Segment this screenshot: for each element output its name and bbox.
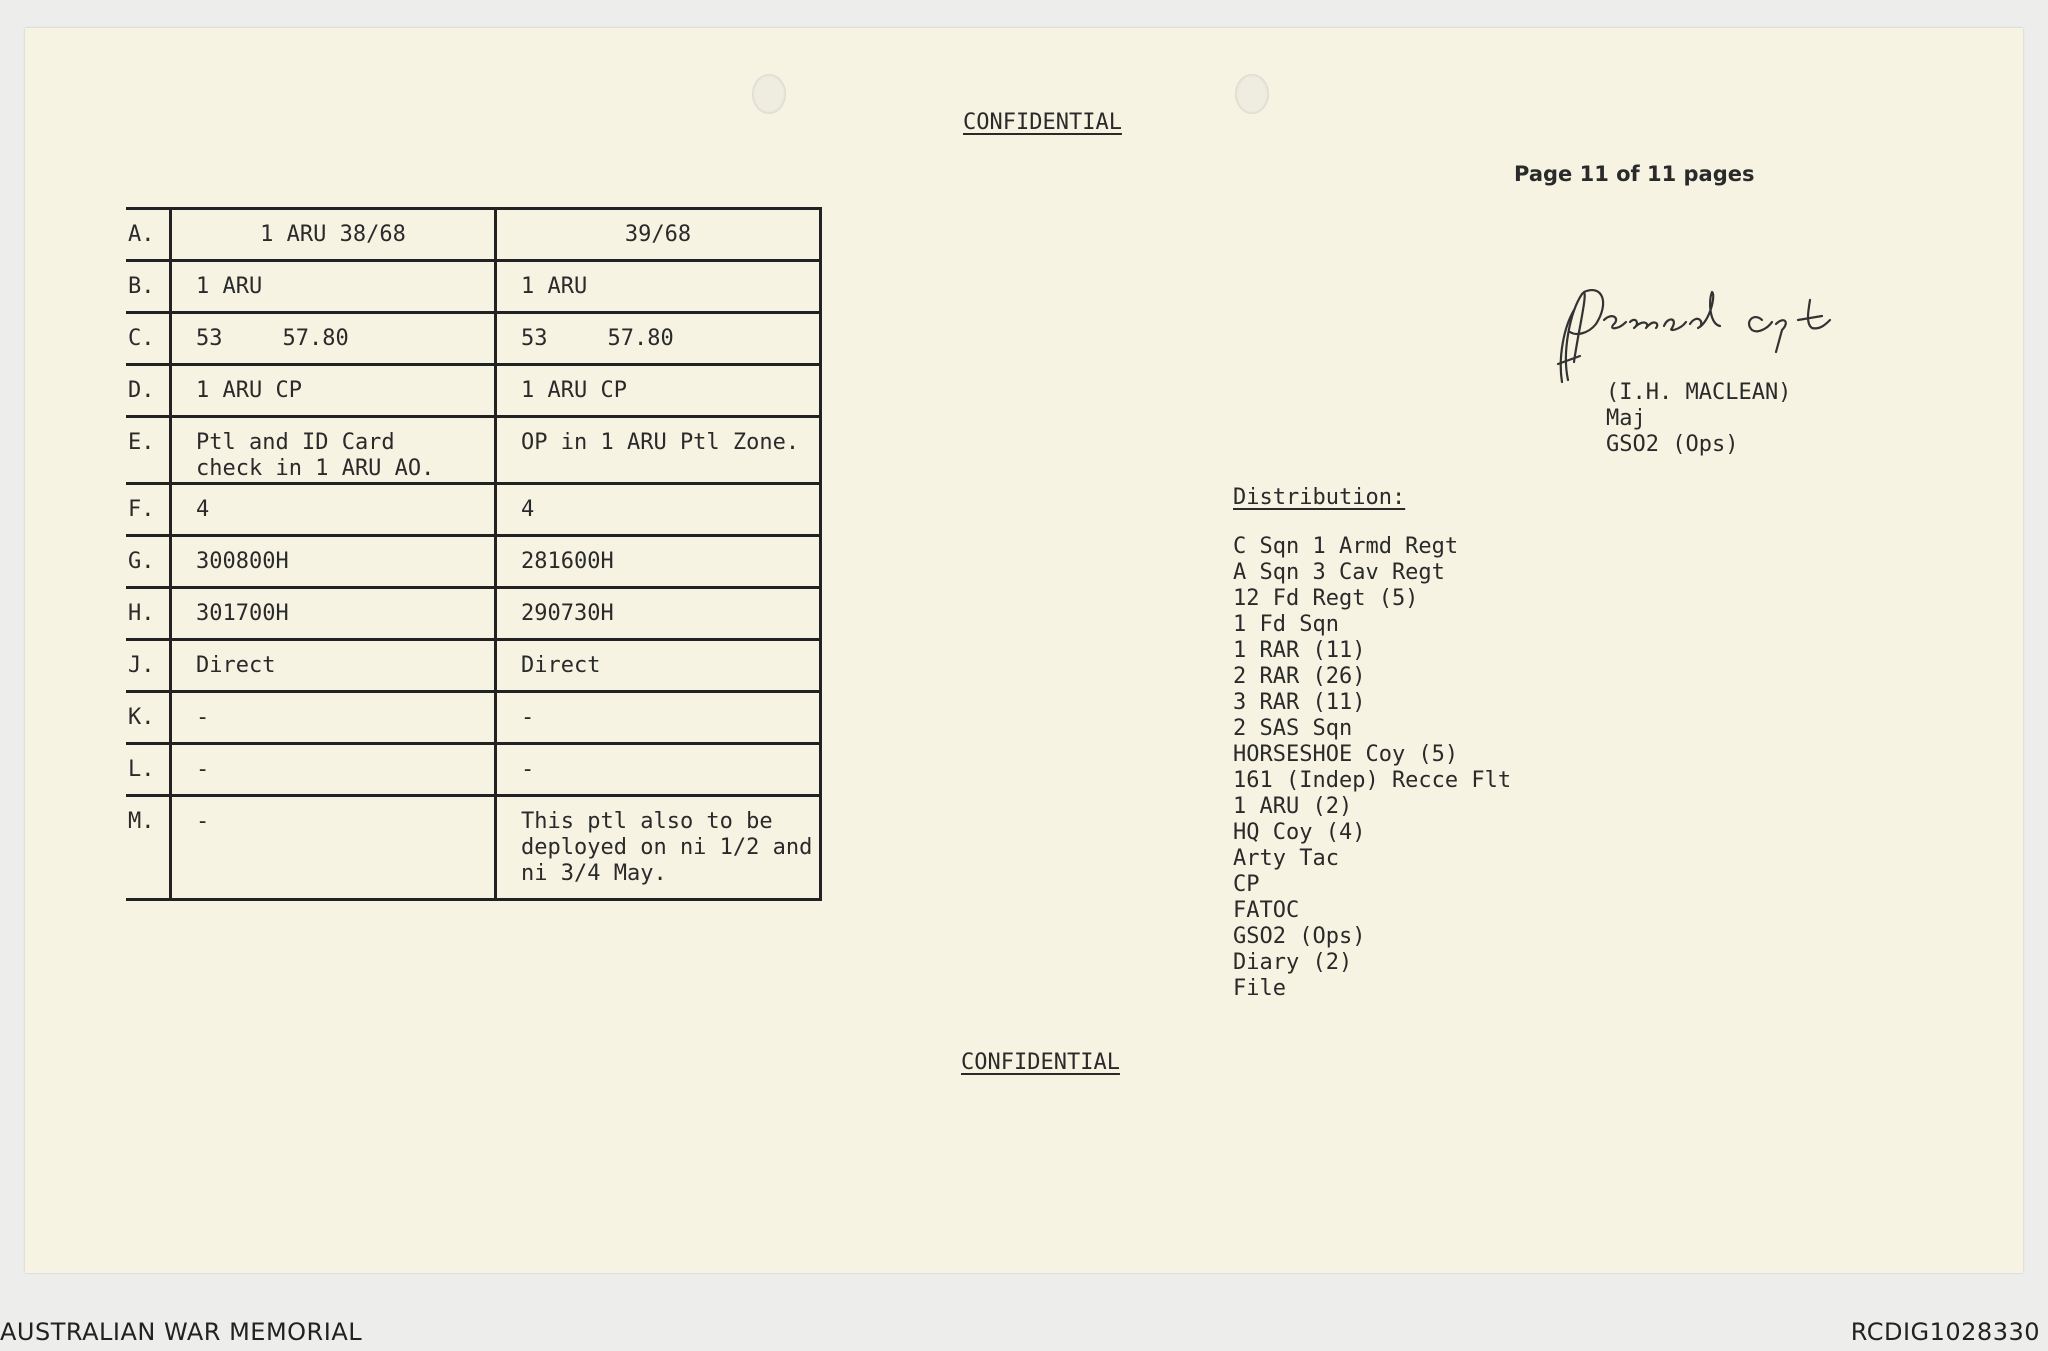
row-label: D. bbox=[126, 365, 171, 417]
list-item: 12 Fd Regt (5) bbox=[1233, 586, 1419, 611]
archive-id: RCDIG1028330 bbox=[1850, 1318, 2040, 1346]
list-item: File bbox=[1233, 976, 1286, 1001]
list-item: C Sqn 1 Armd Regt bbox=[1233, 534, 1459, 559]
list-item: 2 SAS Sqn bbox=[1233, 716, 1353, 741]
list-item: 1 RAR (11) bbox=[1233, 638, 1366, 663]
archive-label: AUSTRALIAN WAR MEMORIAL bbox=[0, 1318, 363, 1346]
table-row bbox=[126, 209, 821, 261]
grid-northing: 57.80 bbox=[282, 326, 349, 351]
cell: Direct bbox=[171, 640, 496, 692]
cell: 4 bbox=[171, 484, 496, 536]
cell: 39/68 bbox=[496, 209, 821, 261]
cell: - bbox=[496, 692, 821, 744]
list-item: Arty Tac bbox=[1233, 846, 1339, 871]
cell: 1 ARU bbox=[496, 261, 821, 313]
cell: 1 ARU bbox=[171, 261, 496, 313]
list-item: CP bbox=[1233, 872, 1260, 897]
classification-top: CONFIDENTIAL bbox=[963, 110, 1122, 135]
cell: This ptl also to be deployed on ni 1/2 and ni 3/4 May. bbox=[496, 796, 821, 900]
signatory-name: (I.H. MACLEAN) bbox=[1606, 380, 1792, 405]
row-label: M. bbox=[126, 796, 171, 900]
table-row bbox=[126, 365, 821, 417]
handwritten-signature bbox=[1540, 272, 1890, 392]
list-item: 3 RAR (11) bbox=[1233, 690, 1366, 715]
row-label: H. bbox=[126, 588, 171, 640]
list-item: 2 RAR (26) bbox=[1233, 664, 1366, 689]
cell: Ptl and ID Card check in 1 ARU AO. bbox=[171, 417, 496, 484]
table-row bbox=[126, 417, 821, 484]
cell: 4 bbox=[496, 484, 821, 536]
table-row bbox=[126, 640, 821, 692]
row-label: J. bbox=[126, 640, 171, 692]
table-row bbox=[126, 484, 821, 536]
cell: OP in 1 ARU Ptl Zone. bbox=[496, 417, 821, 484]
cell: 281600H bbox=[496, 536, 821, 588]
punch-hole-right bbox=[1235, 74, 1269, 114]
grid-northing: 57.80 bbox=[607, 326, 674, 351]
distribution-heading: Distribution: bbox=[1233, 485, 1406, 510]
table-row bbox=[126, 588, 821, 640]
cell: 290730H bbox=[496, 588, 821, 640]
list-item: 1 Fd Sqn bbox=[1233, 612, 1339, 637]
cell: 300800H bbox=[171, 536, 496, 588]
cell: 1 ARU 38/68 bbox=[171, 209, 496, 261]
cell: - bbox=[171, 796, 496, 900]
list-item: HORSESHOE Coy (5) bbox=[1233, 742, 1459, 767]
list-item: HQ Coy (4) bbox=[1233, 820, 1366, 845]
row-label: K. bbox=[126, 692, 171, 744]
page-info: Page 11 of 11 pages bbox=[1514, 162, 1755, 186]
cell: - bbox=[496, 744, 821, 796]
table-row bbox=[126, 313, 821, 365]
row-label: E. bbox=[126, 417, 171, 484]
cell: Direct bbox=[496, 640, 821, 692]
signatory-rank: Maj bbox=[1606, 406, 1646, 431]
row-label: A. bbox=[126, 209, 171, 261]
list-item: FATOC bbox=[1233, 898, 1300, 923]
list-item: A Sqn 3 Cav Regt bbox=[1233, 560, 1445, 585]
row-label: G. bbox=[126, 536, 171, 588]
task-table bbox=[126, 207, 822, 901]
row-label: C. bbox=[126, 313, 171, 365]
table-row bbox=[126, 692, 821, 744]
signatory-appointment: GSO2 (Ops) bbox=[1606, 432, 1739, 457]
cell: 301700H bbox=[171, 588, 496, 640]
row-label: B. bbox=[126, 261, 171, 313]
list-item: GSO2 (Ops) bbox=[1233, 924, 1366, 949]
table-row bbox=[126, 536, 821, 588]
grid-easting: 53 bbox=[521, 326, 548, 351]
punch-hole-left bbox=[752, 74, 786, 114]
grid-easting: 53 bbox=[196, 326, 223, 351]
cell: 1 ARU CP bbox=[171, 365, 496, 417]
cell: - bbox=[171, 744, 496, 796]
cell bbox=[171, 313, 496, 365]
row-label: F. bbox=[126, 484, 171, 536]
list-item: Diary (2) bbox=[1233, 950, 1353, 975]
list-item: 161 (Indep) Recce Flt bbox=[1233, 768, 1512, 793]
row-label: L. bbox=[126, 744, 171, 796]
cell bbox=[496, 313, 821, 365]
distribution-list bbox=[1233, 534, 1511, 1002]
classification-bottom: CONFIDENTIAL bbox=[961, 1050, 1120, 1075]
table-row bbox=[126, 796, 821, 900]
list-item: 1 ARU (2) bbox=[1233, 794, 1353, 819]
table-row bbox=[126, 744, 821, 796]
cell: - bbox=[171, 692, 496, 744]
cell: 1 ARU CP bbox=[496, 365, 821, 417]
table-row bbox=[126, 261, 821, 313]
